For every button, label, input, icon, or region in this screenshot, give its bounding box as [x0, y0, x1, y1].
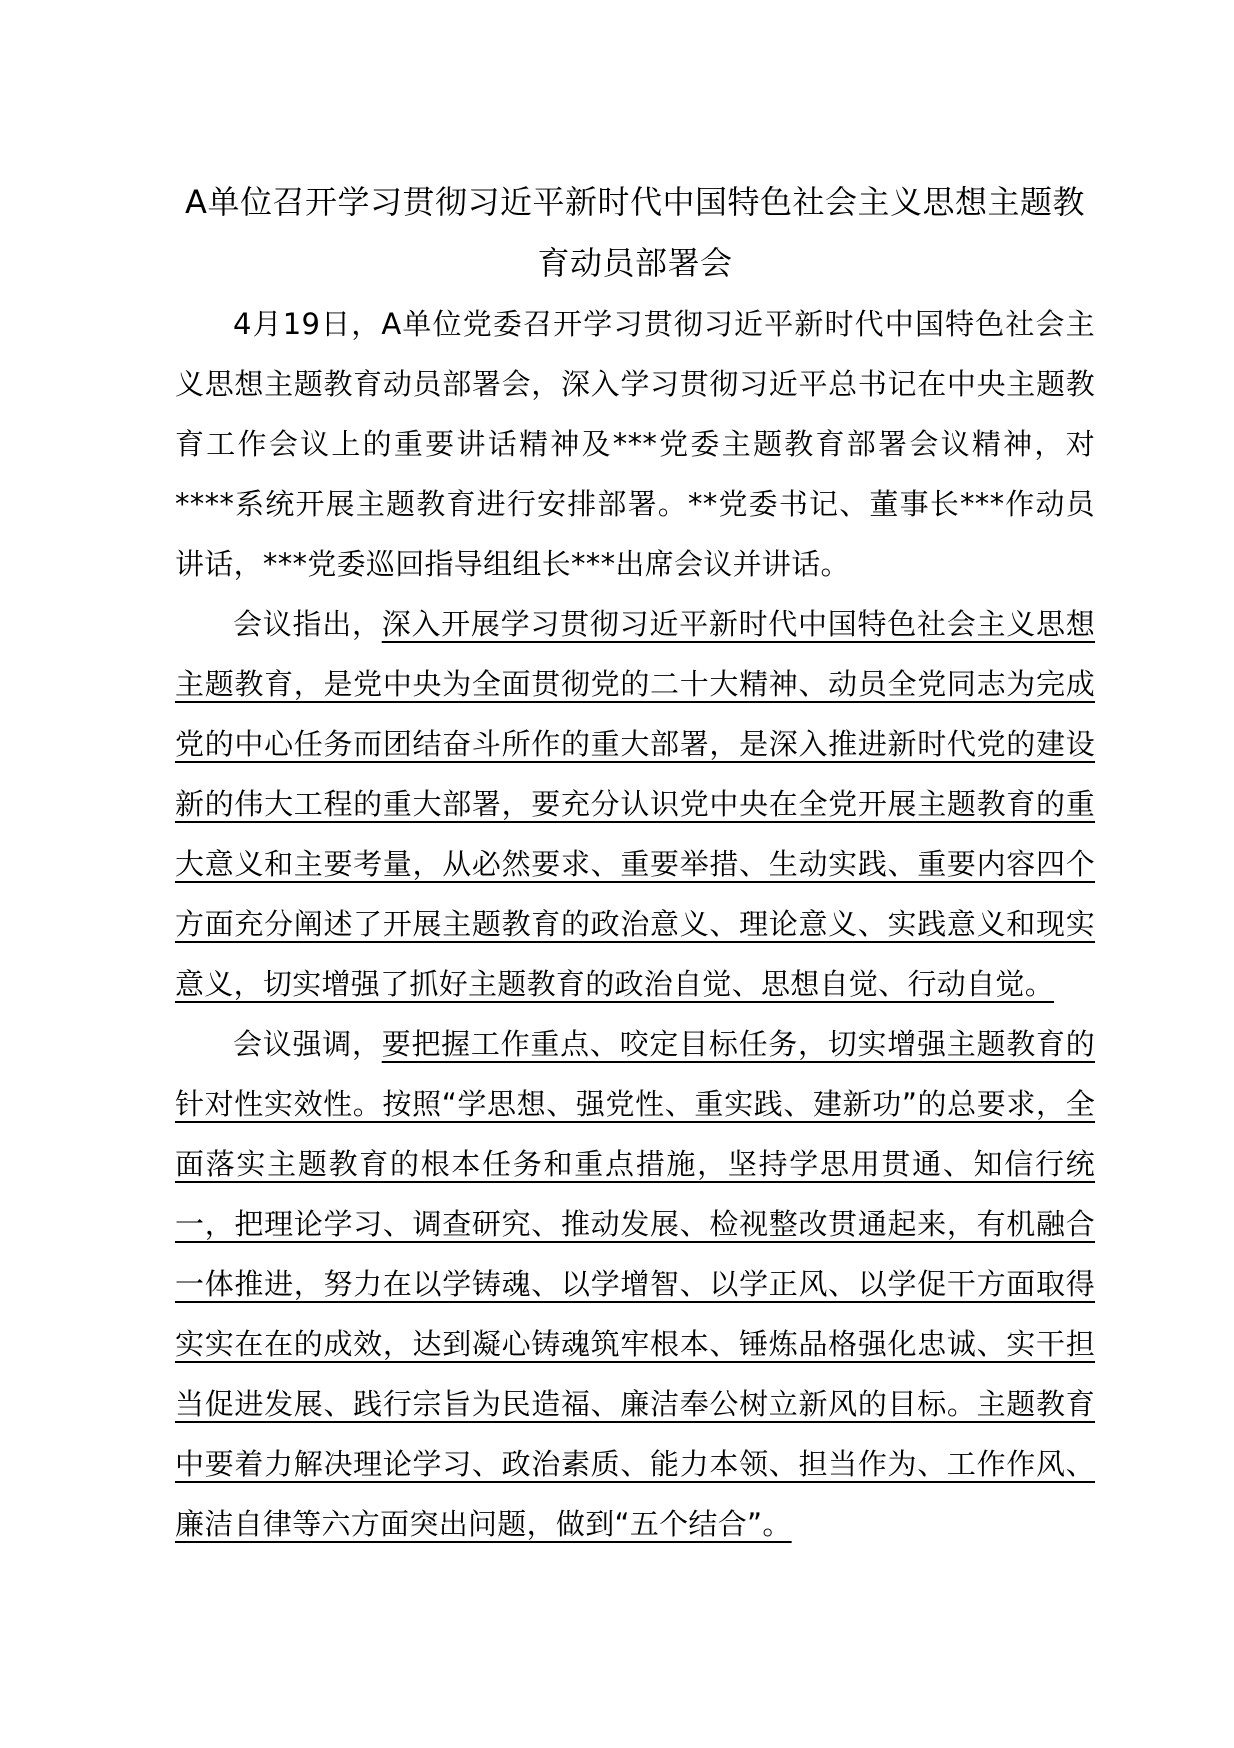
- paragraph-meeting-pointed-out: [175, 594, 1095, 1014]
- document-title: A单位召开学习贯彻习近平新时代中国特色社会主义思想主题教育动员部署会: [185, 183, 1085, 282]
- paragraph-meeting-summary: 4月19日，A单位党委召开学习贯彻习近平新时代中国特色社会主义思想主题教育动员部署会，深入学习贯彻习近平总书记在中央主题教育工作会议上的重要讲话精神及***党委主题教育部署会议精神，对****系统开展主题教育进行安排部署。**党委书记、董事长***作动员讲话，***党委巡回指导组组长***出席会议并讲话。: [175, 307, 1095, 581]
- paragraph-meeting-emphasized: [175, 1014, 1095, 1554]
- underlined-text-requirements: 要把握工作重点、咬定目标任务，切实增强主题教育的针对性实效性。按照“学思想、强党性、重实践、建新功”的总要求，全面落实主题教育的根本任务和重点措施，坚持学思用贯通、知信行统一，把理论学习、调查研究、推动发展、检视整改贯通起来，有机融合一体推进，努力在以学铸魂、以学增智、以学正风、以学促干方面取得实实在在的成效，达到凝心铸魂筑牢根本、锤炼品格强化忠诚、实干担当促进发展、践行宗旨为民造福、廉洁奉公树立新风的目标。主题教育中要着力解决理论学习、政治素质、能力本领、担当作为、工作作风、廉洁自律等六方面突出问题，做到“五个结合”。: [175, 1027, 1095, 1541]
- document-page: [175, 172, 1095, 1554]
- underlined-text-significance: 深入开展学习贯彻习近平新时代中国特色社会主义思想主题教育，是党中央为全面贯彻党的二十大精神、动员全党同志为完成党的中心任务而团结奋斗所作的重大部署，是深入推进新时代党的建设新的伟大工程的重大部署，要充分认识党中央在全党开展主题教育的重大意义和主要考量，从必然要求、重要举措、生动实践、重要内容四个方面充分阐述了开展主题教育的政治意义、理论意义、实践意义和现实意义，切实增强了抓好主题教育的政治自觉、思想自觉、行动自觉。: [175, 607, 1095, 1001]
- paragraph-lead-pointed-out: 会议指出，: [233, 607, 382, 641]
- paragraph-lead-emphasized: 会议强调，: [233, 1027, 382, 1061]
